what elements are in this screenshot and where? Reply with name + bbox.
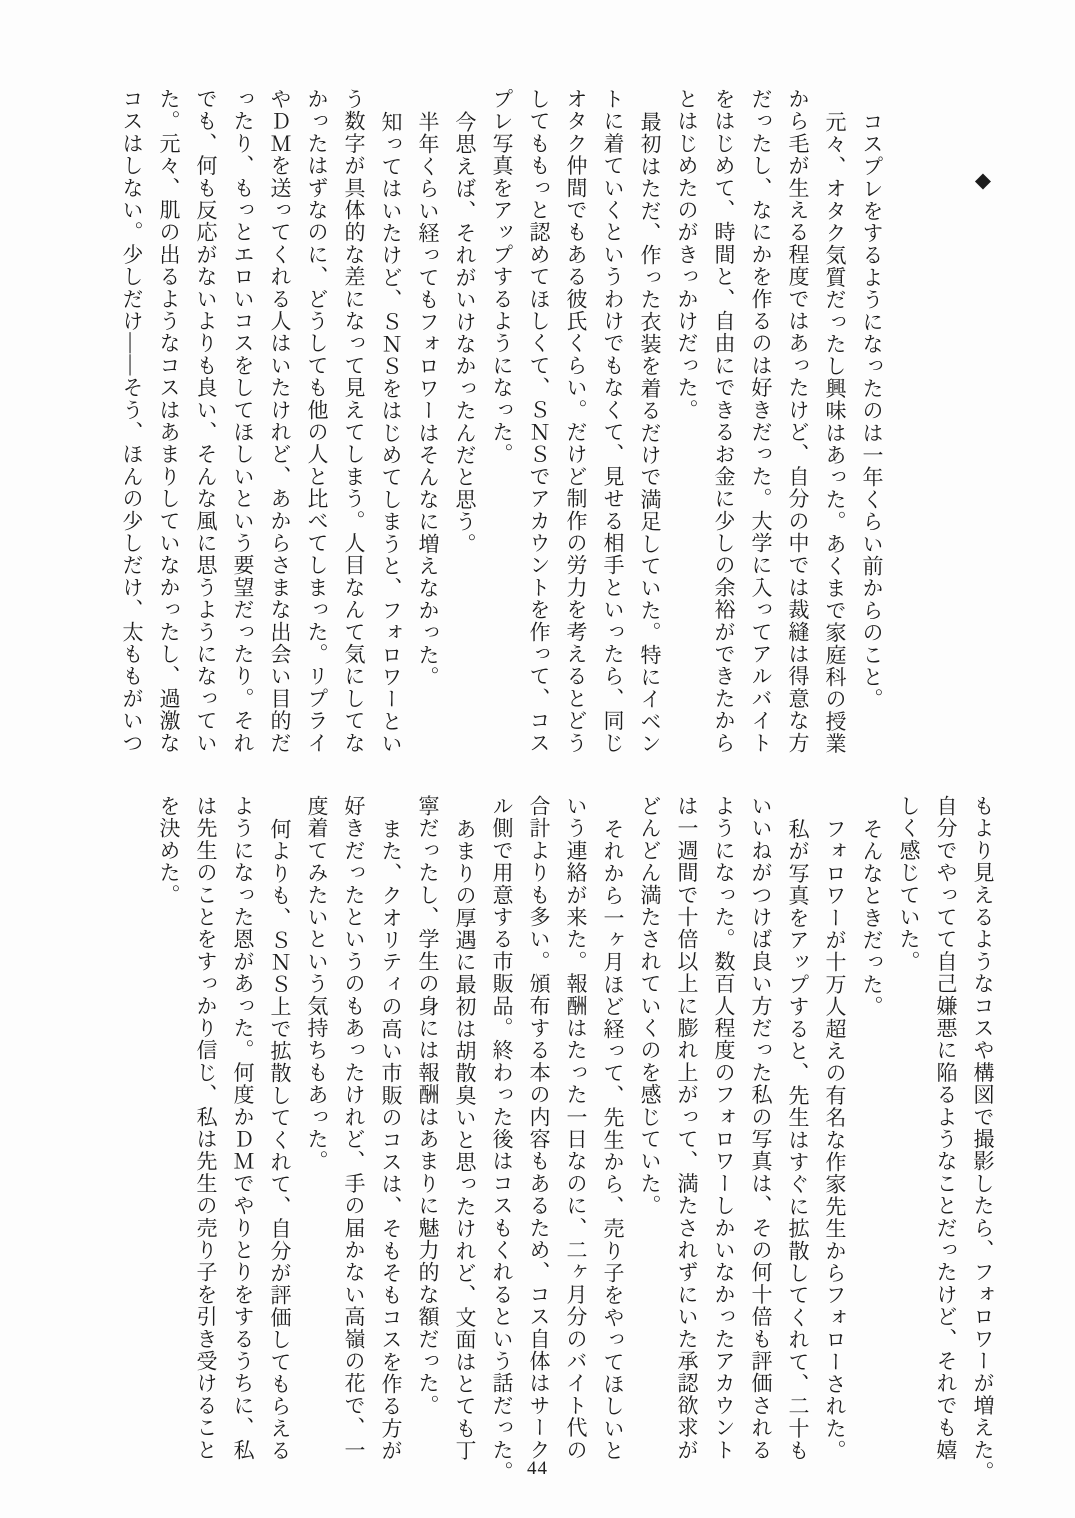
text-column: から毛が生える程度ではあったけど、自分の中では裁縫は得意な方	[786, 88, 810, 754]
section-divider-diamond-icon: ◆	[971, 168, 995, 192]
text-column: をはじめて、時間と、自由にできるお金に少しの余裕ができたから	[712, 88, 736, 754]
text-column: ル側で用意する市販品。終わった後はコスもくれるという話だった。	[490, 795, 514, 1484]
text-column: プレ写真をアップするようになった。	[490, 88, 514, 466]
text-column: 半年くらい経ってもフォロワーはそんなに増えなかった。	[416, 111, 440, 689]
text-column: 自分でやってて自己嫌悪に陥るようなことだったけど、それでも嬉	[934, 795, 958, 1461]
text-column: それから一ヶ月ほど経って、先生から、売り子をやってほしいと	[601, 818, 625, 1462]
text-column: を決めた。	[157, 795, 181, 906]
text-column: どんどん満たされていくのを感じていた。	[638, 795, 662, 1217]
text-column: もより見えるようなコスや構図で撮影したら、フォロワーが増えた。	[971, 795, 995, 1484]
text-column: 度着てみたいという気持ちもあった。	[305, 795, 329, 1173]
page-number: 44	[527, 1458, 548, 1479]
text-column: 今思えば、それがいけなかったんだと思う。	[453, 111, 477, 555]
text-column: ったり、もっとエロいコスをしてほしいという要望だったり。それ	[231, 88, 255, 754]
text-column: 知ってはいたけど、ＳＮＳをはじめてしまうと、フォロワーとい	[379, 111, 403, 755]
text-column: だったし、なにかを作るのは好きだった。大学に入ってアルバイト	[749, 88, 773, 754]
text-column: 私が写真をアップすると、先生はすぐに拡散してくれて、二十も	[786, 818, 810, 1462]
text-column: コスはしない。少しだけ――そう、ほんの少しだけ、太ももがいつ	[120, 88, 144, 754]
text-column: トに着ていくというわけでもなくて、見せる相手といったら、同じ	[601, 88, 625, 754]
text-column: う数字が具体的な差になって見えてしまう。人目なんて気にしてな	[342, 88, 366, 754]
text-column: いう連絡が来た。報酬はたった一日なのに、二ヶ月分のバイト代の	[564, 795, 588, 1461]
text-column: そんなときだった。	[860, 818, 884, 1018]
text-column: 寧だったし、学生の身には報酬はあまりに魅力的な額だった。	[416, 795, 440, 1417]
text-column: でも、何も反応がないよりも良い、そんな風に思うようになってい	[194, 88, 218, 754]
text-column: 好きだったというのもあったけれど、手の届かない高嶺の花で、一	[342, 795, 366, 1462]
text-column: フォロワーが十万人超えの有名な作家先生からフォローされた。	[823, 818, 847, 1462]
text-column: た。元々、肌の出るようなコスはあまりしていなかったし、過激な	[157, 88, 181, 754]
text-column: かったはずなのに、どうしても他の人と比べてしまった。リプライ	[305, 88, 329, 754]
text-column: いいねがつけば良い方だった私の写真は、その何十倍も評価される	[749, 795, 773, 1461]
text-column: 合計よりも多い。頒布する本の内容もあるため、コス自体はサーク	[527, 795, 551, 1461]
text-column: は先生のことをすっかり信じ、私は先生の売り子を引き受けること	[194, 795, 218, 1461]
text-column: してももっと認めてほしくて、ＳＮＳでアカウントを作って、コス	[527, 88, 551, 754]
text-column: 何よりも、ＳＮＳ上で拡散してくれて、自分が評価してもらえる	[268, 818, 292, 1462]
text-column: オタク仲間でもある彼氏くらい。だけど制作の労力を考えるとどう	[564, 88, 588, 754]
text-column: ようになった。数百人程度のフォロワーしかいなかったアカウント	[712, 795, 736, 1461]
text-column: また、クオリティの高い市販のコスは、そもそもコスを作る方が	[379, 818, 403, 1462]
text-block-top	[113, 88, 1001, 760]
text-column: あまりの厚遇に最初は胡散臭いと思ったけれど、文面はとても丁	[453, 818, 477, 1462]
text-column: 元々、オタク気質だったし興味はあった。あくまで家庭科の授業	[823, 111, 847, 755]
text-column: ようになった恩があった。何度かＤＭでやりとりをするうちに、私	[231, 795, 255, 1461]
text-column: 最初はただ、作った衣装を着るだけで満足していた。特にイベン	[638, 111, 662, 755]
text-column: とはじめたのがきっかけだった。	[675, 88, 699, 421]
text-column: しく感じていた。	[897, 795, 921, 973]
text-column: コスプレをするようになったのは一年くらい前からのこと。	[860, 111, 884, 711]
text-column: は一週間で十倍以上に膨れ上がって、満たされずにいた承認欲求が	[675, 795, 699, 1461]
text-column: やＤＭを送ってくれる人はいたけれど、あからさまな出会い目的だ	[268, 88, 292, 754]
